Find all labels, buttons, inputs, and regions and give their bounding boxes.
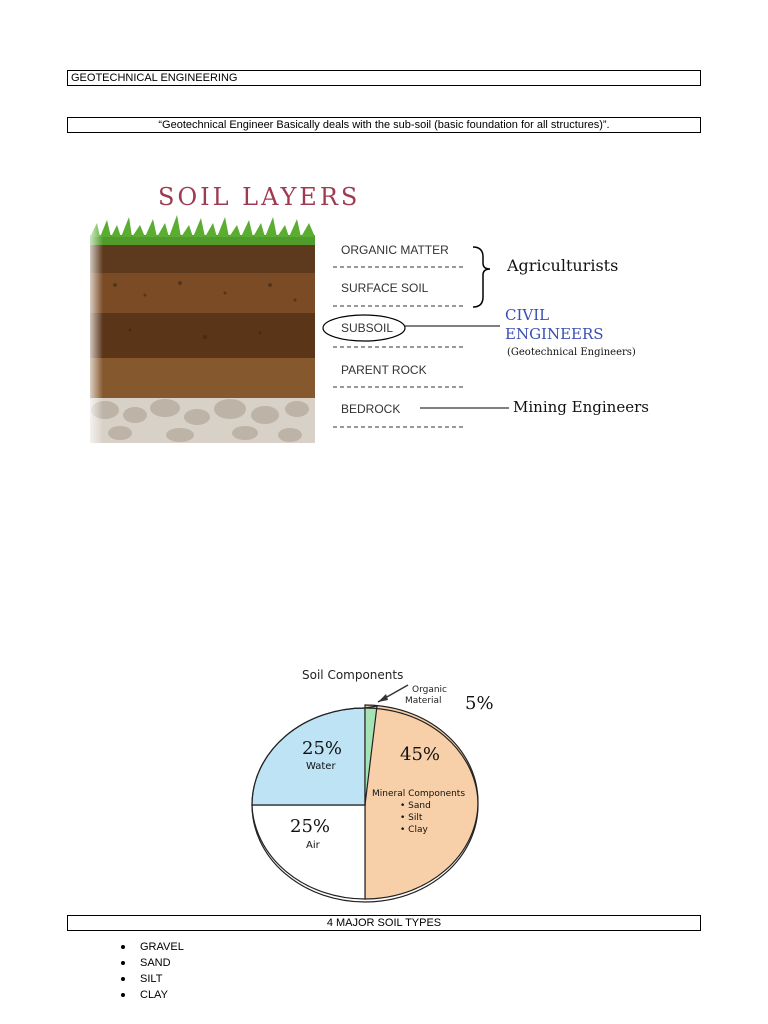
soil-types-heading: 4 MAJOR SOIL TYPES xyxy=(326,917,442,929)
layer-bedrock: BEDROCK xyxy=(341,402,401,416)
page-title-box xyxy=(67,70,701,86)
mineral-item-sand: • Sand xyxy=(400,801,431,811)
mining-engineers-label: Mining Engineers xyxy=(513,398,649,416)
organic-pct: 5% xyxy=(465,693,494,714)
pie-title: Soil Components xyxy=(302,668,404,682)
brace-icon xyxy=(473,247,490,307)
soil-types-heading-box xyxy=(67,915,701,931)
list-item-silt: SILT xyxy=(118,971,184,987)
layer-subsoil: SUBSOIL xyxy=(341,321,394,335)
air-label: Air xyxy=(306,840,320,851)
layer-organic-matter: ORGANIC MATTER xyxy=(341,243,449,257)
mineral-pct: 45% xyxy=(400,744,441,765)
layer-parent-rock: PARENT ROCK xyxy=(341,363,427,377)
page-title: GEOTECHNICAL ENGINEERING xyxy=(71,72,238,84)
quote-text: “Geotechnical Engineer Basically deals with the sub-soil (basic foundation for all structures)”. xyxy=(158,119,610,131)
organic-label-1: Organic xyxy=(412,685,448,695)
layer-surface-soil: SURFACE SOIL xyxy=(341,281,429,295)
agriculturists-label: Agriculturists xyxy=(507,256,619,275)
soil-types-list xyxy=(118,939,184,1003)
air-pct: 25% xyxy=(290,816,331,837)
arrow-icon xyxy=(378,694,388,702)
soil-layers-figure xyxy=(85,165,665,450)
mineral-item-clay: • Clay xyxy=(400,825,428,835)
quote-box xyxy=(67,117,701,133)
water-pct: 25% xyxy=(302,738,343,759)
soil-profile xyxy=(85,215,315,450)
soil-components-pie xyxy=(240,660,540,905)
mineral-label: Mineral Components xyxy=(372,789,466,799)
civil-label: CIVIL xyxy=(505,306,550,324)
water-label: Water xyxy=(306,761,336,772)
soil-layers-title: SOIL LAYERS xyxy=(158,183,361,211)
list-item-clay: CLAY xyxy=(118,987,184,1003)
list-item-gravel: GRAVEL xyxy=(118,939,184,955)
list-item-sand: SAND xyxy=(118,955,184,971)
engineers-label: ENGINEERS xyxy=(505,325,604,343)
organic-label-2: Material xyxy=(405,696,442,706)
mineral-item-silt: • Silt xyxy=(400,813,423,823)
geotechnical-engineers-label: (Geotechnical Engineers) xyxy=(507,347,636,358)
